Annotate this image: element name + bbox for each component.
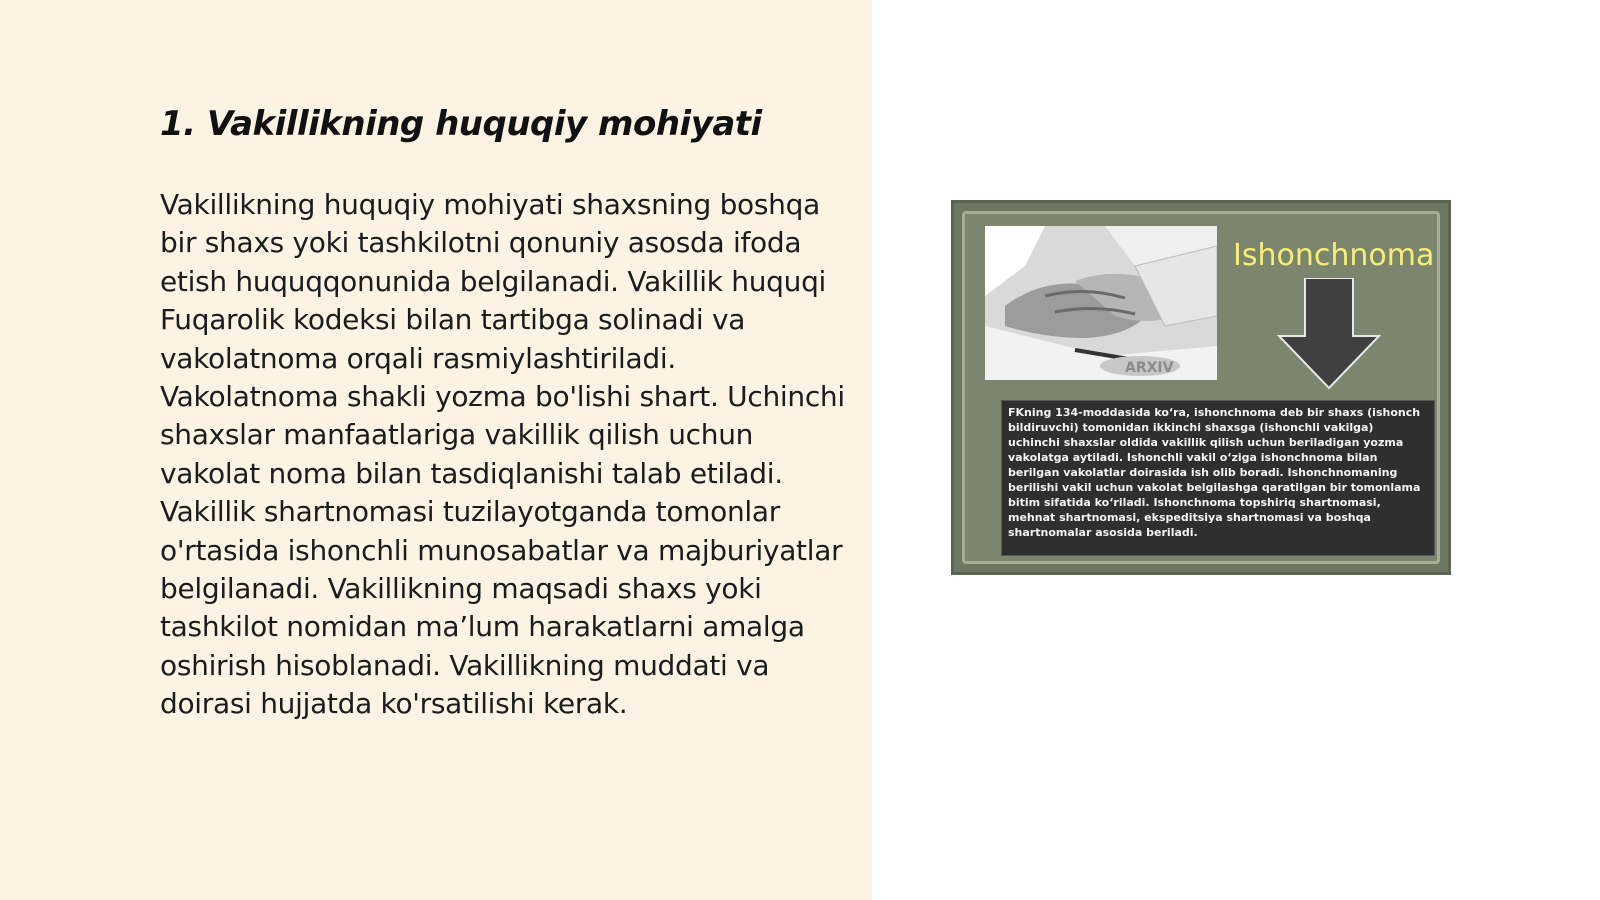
ishonchnoma-figure <box>951 200 1451 575</box>
arrow-down-icon <box>1277 278 1381 390</box>
photo-watermark: ARXIV <box>1125 360 1174 376</box>
handshake-illustration <box>985 226 1217 380</box>
handshake-photo <box>985 226 1217 380</box>
slide-heading: 1. Vakillikning huquqiy mohiyati <box>160 104 762 144</box>
figure-caption: FKning 134-moddasida ko‘ra, ishonchnoma deb bir shaxs (ishonch bildiruvchi) tomonidan ikkinchi shaxsga (ishonchli vakilga) uchinchi shaxslar oldida vakillik qilish uchun beriladigan yozma vakolatga aytiladi. Ishonchli vakil o‘ziga ishonchnoma bilan berilgan vakolatlar doirasida ish olib boradi. Ishonchnomaning berilishi vakil uchun vakolat belgilashga qaratilgan bir tomonlama bitim sifatida ko‘riladi. Ishonchnoma topshiriq shartnomasi, mehnat shartnomasi, ekspeditsiya shartnomasi va boshqa shartnomalar asosida beriladi. <box>1008 406 1421 539</box>
caption-box <box>1001 400 1435 556</box>
figure-title: Ishonchnoma <box>1233 238 1435 273</box>
figure-frame <box>962 211 1440 564</box>
slide-body-text: Vakillikning huquqiy mohiyati shaxsning boshqa bir shaxs yoki tashkilotni qonuniy asosda ifoda etish huquqqonunida belgilanadi. Vakillik huquqi Fuqarolik kodeksi bilan tartibga solinadi va vakolatnoma orqali rasmiylashtiriladi. Vakolatnoma shakli yozma bo'lishi shart. Uchinchi shaxslar manfaatlariga vakillik qilish uchun vakolat noma bilan tasdiqlanishi talab etiladi. Vakillik shartnomasi tuzilayotganda tomonlar o'rtasida ishonchli munosabatlar va majburiyatlar belgilanadi. Vakillikning maqsadi shaxs yoki tashkilot nomidan ma’lum harakatlarni amalga oshirish hisoblanadi. Vakillikning muddati va doirasi hujjatda ko'rsatilishi kerak. <box>160 188 845 721</box>
